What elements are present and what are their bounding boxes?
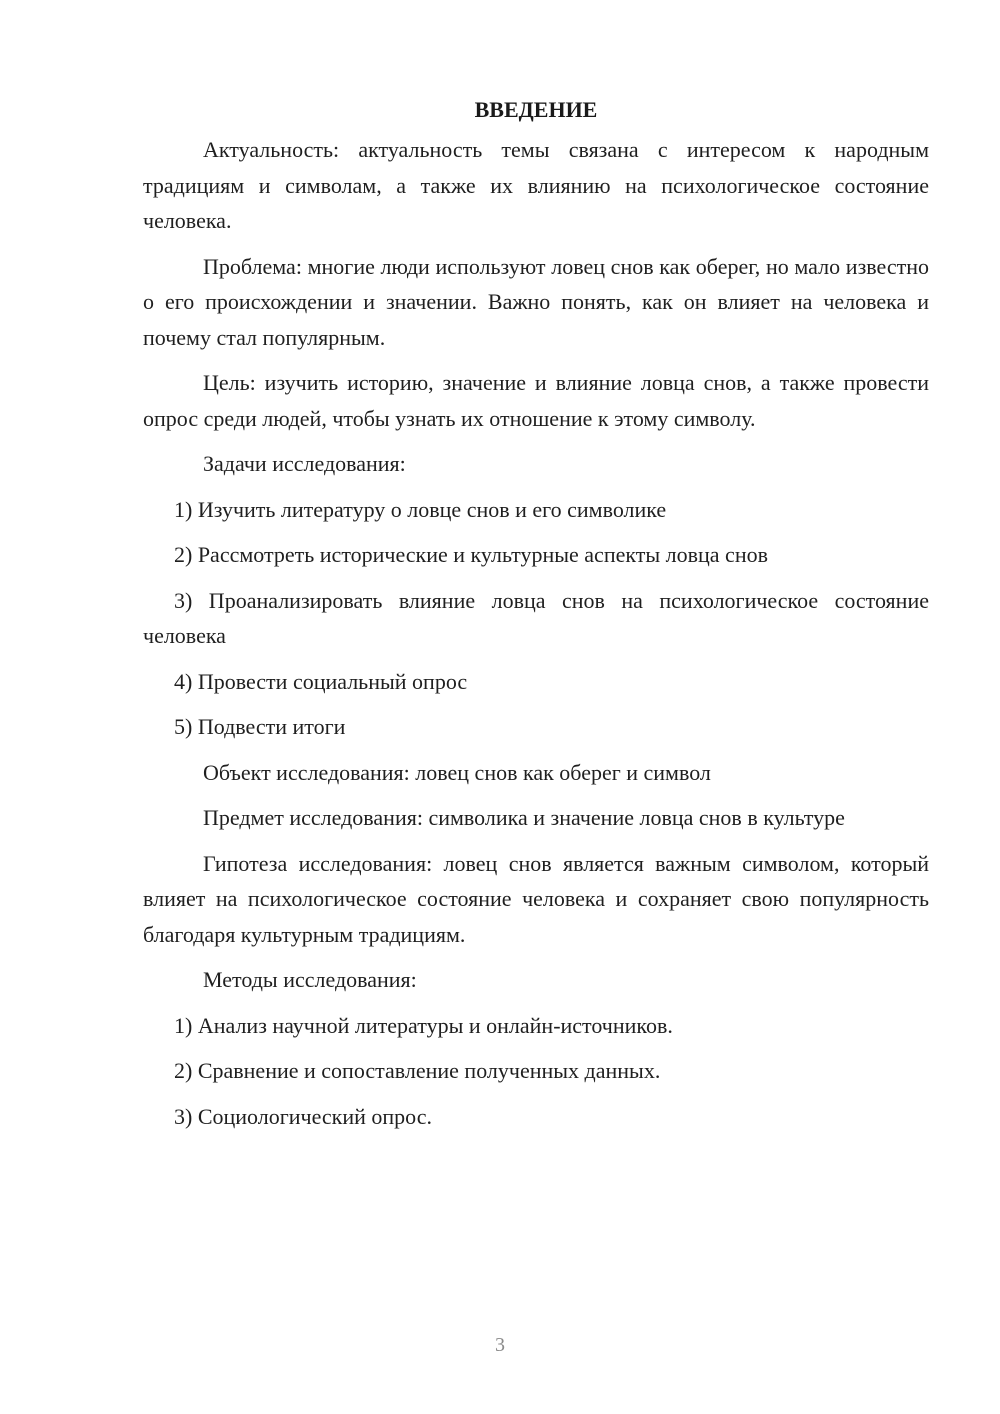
relevance-paragraph: Актуальность: актуальность темы связана с интересом к народным традициям и символам, а также их влиянию на психологическое состояние человека. (143, 137, 929, 233)
tasks-heading: Задачи исследования: (203, 451, 406, 476)
method-item: 2) Сравнение и сопоставление полученных данных. (174, 1058, 661, 1083)
object-paragraph: Объект исследования: ловец снов как оберег и символ (203, 759, 711, 785)
goal-paragraph: Цель: изучить историю, значение и влияние ловца снов, а также провести опрос среди людей, чтобы узнать их отношение к этому символу. (143, 370, 929, 431)
task-item: 4) Провести социальный опрос (174, 668, 468, 694)
document-page (143, 92, 929, 1144)
methods-heading: Методы исследования: (203, 967, 417, 992)
page-number: 3 (495, 1334, 505, 1356)
method-item: 3) Социологический опрос. (174, 1103, 432, 1129)
method-item: 1) Анализ научной литературы и онлайн-источников. (174, 1012, 673, 1038)
section-heading: ВВЕДЕНИЕ (474, 97, 598, 122)
task-item: 1) Изучить литературу о ловце снов и его символике (174, 496, 667, 522)
subject-paragraph: Предмет исследования: символика и значение ловца снов в культуре (203, 805, 845, 830)
task-item: 5) Подвести итоги (174, 714, 346, 739)
task-item: 2) Рассмотреть исторические и культурные аспекты ловца снов (174, 542, 768, 567)
task-item: 3) Проанализировать влияние ловца снов на психологическое состояние человека (143, 587, 929, 648)
hypothesis-paragraph: Гипотеза исследования: ловец снов является важным символом, который влияет на психологическое состояние человека и сохраняет свою популярность благодаря культурным традициям. (143, 850, 929, 947)
problem-paragraph: Проблема: многие люди используют ловец снов как оберег, но мало известно о его происхождении и значении. Важно понять, как он влияет на человека и почему стал популярным. (143, 253, 929, 350)
